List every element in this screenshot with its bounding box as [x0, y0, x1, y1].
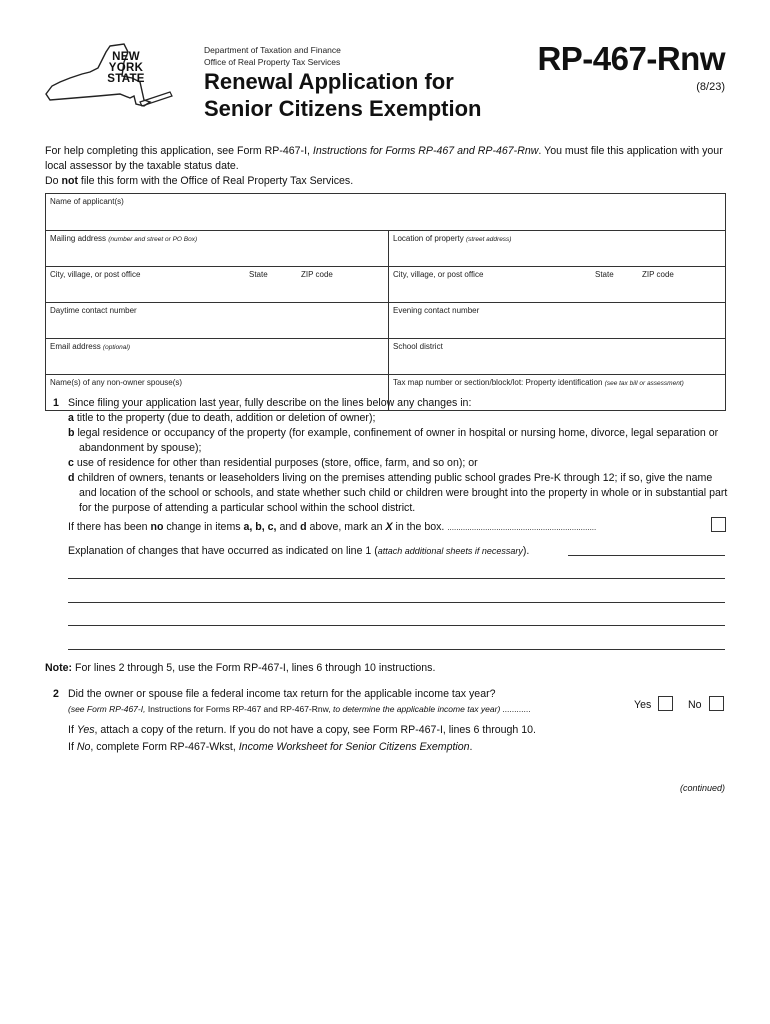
- city-state-zip-right-field[interactable]: City, village, or post office State ZIP code: [389, 267, 726, 303]
- item-d: d children of owners, tenants or leaseholders living on the premises attending public school grades Pre-K through 12; if so, give the name and location of the school or schools, and state whether such child or children were brought into the property in whole or in substantial part for the purpose of attending a particular school within the school district.: [68, 472, 728, 514]
- line-1-section: 1 Since filing your application last year, fully describe on the lines below any changes in: a title to the property (due to death, addition or deletion of owner); b legal residence or occupancy of the property (for example, confinement of owner in hospital or nursing home, divorce, legal separation or abandonment by spouse); c use of residence for other than residential purposes (store, office, farm, and so on); or d children of owners, tenants or leaseholders living on the premises attending public school grades Pre-K through 12; if so, give the name and location of the school or schools, and state whether such child or children were brought into the property in whole or in substantial part for the purpose of attending a particular school within the school district.: [45, 396, 730, 516]
- explanation-label: Explanation of changes that have occurred as indicated on line 1 (attach additional sheets if necessary).: [68, 545, 530, 557]
- line-2-section: 2 Did the owner or spouse file a federal income tax return for the applicable income tax year? (see Form RP-467-I, Instructions for Forms RP-467 and RP-467-Rnw, to determine the applicable income tax year) ............: [45, 687, 730, 717]
- location-of-property-field[interactable]: Location of property (street address): [389, 231, 726, 267]
- no-change-statement: If there has been no change in items a, b, c, and d above, mark an X in the box. ...................................................................: [68, 521, 597, 533]
- no-label: No: [688, 699, 702, 711]
- daytime-contact-field[interactable]: Daytime contact number: [46, 303, 389, 339]
- explanation-line-1[interactable]: [568, 555, 725, 556]
- school-district-field[interactable]: School district: [389, 339, 726, 375]
- no-checkbox[interactable]: [709, 696, 724, 711]
- mailing-address-field[interactable]: Mailing address (number and street or PO Box): [46, 231, 389, 267]
- item-c: c use of residence for other than residential purposes (store, office, farm, and so on); or: [68, 457, 478, 469]
- explanation-line-5[interactable]: [68, 649, 725, 650]
- item-a: a title to the property (due to death, addition or deletion of owner);: [68, 412, 376, 424]
- intro-text: For help completing this application, see Form RP-467-I, Instructions for Forms RP-467 and RP-467-Rnw. You must file this application with your local assessor by the taxable status date. Do not file this form with the Office of Real Property Tax Services.: [45, 145, 723, 187]
- department-name: Department of Taxation and Finance Office of Real Property Tax Services: [204, 45, 341, 67]
- evening-contact-field[interactable]: Evening contact number: [389, 303, 726, 339]
- explanation-line-2[interactable]: [68, 578, 725, 579]
- no-change-checkbox[interactable]: [711, 517, 726, 532]
- if-no-instruction: If No, complete Form RP-467-Wkst, Income Worksheet for Senior Citizens Exemption.: [68, 741, 473, 753]
- form-number: RP-467-Rnw: [537, 40, 725, 77]
- if-yes-instruction: If Yes, attach a copy of the return. If you do not have a copy, see Form RP-467-I, lines 6 through 10.: [68, 724, 536, 736]
- explanation-line-3[interactable]: [68, 602, 725, 603]
- form-title: Renewal Application for Senior Citizens Exemption: [204, 69, 482, 121]
- logo-text: NEW YORK STATE: [107, 51, 145, 85]
- explanation-line-4[interactable]: [68, 625, 725, 626]
- email-field[interactable]: Email address (optional): [46, 339, 389, 375]
- ny-state-logo: [40, 40, 175, 120]
- line-number: 1: [53, 397, 59, 409]
- name-of-applicants-field[interactable]: Name of applicant(s): [46, 194, 726, 231]
- line-2-instruction: (see Form RP-467-I, Instructions for Forms RP-467 and RP-467-Rnw, to determine the applicable income tax year) ............: [68, 704, 531, 714]
- continued-label: (continued): [679, 783, 725, 793]
- line-2-question: Did the owner or spouse file a federal income tax return for the applicable income tax year?: [68, 688, 496, 700]
- yes-checkbox[interactable]: [658, 696, 673, 711]
- applicant-info-table: [45, 193, 726, 411]
- form-revision: (8/23): [696, 81, 725, 93]
- item-b: b legal residence or occupancy of the property (for example, confinement of owner in hospital or nursing home, divorce, legal separation or abandonment by spouse);: [68, 427, 719, 454]
- tax-map-field[interactable]: Tax map number or section/block/lot: Property identification (see tax bill or assessment): [389, 375, 726, 411]
- non-owner-spouse-field[interactable]: Name(s) of any non-owner spouse(s): [46, 375, 389, 411]
- note: Note: For lines 2 through 5, use the Form RP-467-I, lines 6 through 10 instructions.: [45, 662, 436, 674]
- city-state-zip-left-field[interactable]: City, village, or post office State ZIP code: [46, 267, 389, 303]
- yes-label: Yes: [634, 699, 652, 711]
